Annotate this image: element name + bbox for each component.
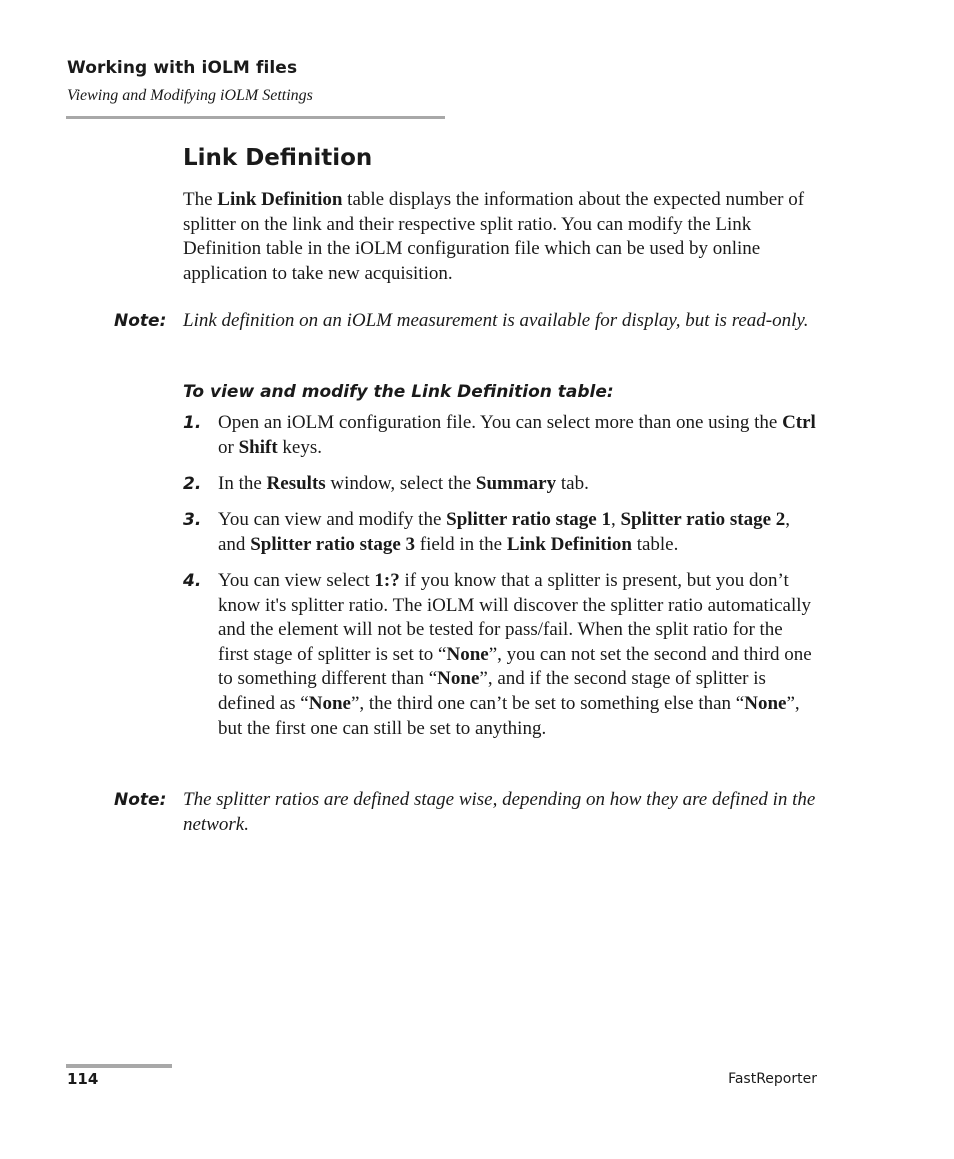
step-text-run: if you know that a splitter is present, but you don’t know it's splitter ratio. The iOLM will discover the splitter ratio automatically and the element will not be tested for pass/fail. When the split ratio for the first stage of splitter is set to “ [218,570,812,665]
procedure-title: To view and modify the Link Definition table: [183,382,614,402]
note-label: Note: [114,790,167,810]
note-text: Link definition on an iOLM measurement is available for display, but is read-only. [183,310,809,331]
step-bold-term: Link Definition [506,533,632,555]
step-number: 1. [183,413,202,433]
step-bold-term: Results [266,473,326,494]
header-divider [66,116,445,119]
step-text-run: ”, you can not set the second and third one to something different than “ [218,643,812,690]
note-text: The splitter ratios are defined stage wise, depending on how they are defined in the network. [183,789,816,835]
step-text-run: window, select the [325,473,476,494]
step-text-run: table. [631,533,679,555]
step-bold-term: 1:? [374,570,400,591]
step-bold-term: Splitter ratio stage 2 [620,509,786,530]
intro-text: table displays the information about the expected number of splitter on the link and their respective split ratio. You can modify the Link Definition table in the iOLM configuration file which can be used by online application to take new acquisition. [183,189,805,284]
step-text-run: ”, the third one can’t be set to something else than “ [350,692,745,714]
step-bold-term: None [437,668,480,690]
step-bold-term: Splitter ratio stage 3 [250,533,415,555]
step-text [218,411,818,460]
step-number: 4. [183,571,202,591]
step-text-run: field in the [415,533,507,555]
step-bold-term: None [744,692,787,714]
step-text-run: ”, but the first one can still be set to anything. [218,692,800,739]
step-bold-term: Splitter ratio stage 1 [446,509,611,530]
intro-paragraph [183,188,823,286]
page-number: 114 [67,1070,99,1088]
footer-divider [66,1064,172,1068]
step-text-run: , [610,509,621,530]
step-number: 3. [183,510,202,530]
step-text [218,569,818,741]
step-text-run: , and [218,509,791,555]
step-text [218,472,818,497]
step-number: 2. [183,474,202,494]
step-bold-term: Summary [475,473,557,494]
step-text-run: In the [218,473,267,494]
step-text-run: keys. [277,436,322,458]
step-text-run: tab. [556,473,589,494]
section-subheading: Viewing and Modifying iOLM Settings [67,87,313,104]
step-bold-term: Ctrl [782,412,816,433]
chapter-heading: Working with iOLM files [67,58,298,78]
footer-product-name: FastReporter [728,1071,817,1087]
note-label: Note: [114,311,167,331]
intro-text: The [183,189,218,210]
step-bold-term: None [308,692,351,714]
intro-bold-term: Link Definition [217,189,343,210]
step-bold-term: Shift [238,436,278,458]
step-text-run: You can view select [218,570,375,591]
step-text-run: You can view and modify the [218,509,447,530]
step-text-run: or [218,436,239,458]
step-bold-term: None [446,643,489,665]
step-text-run: Open an iOLM configuration file. You can select more than one using the [218,412,783,433]
step-text [218,508,818,557]
step-text-run: ”, and if the second stage of splitter is defined as “ [218,668,766,714]
page-title: Link Definition [183,145,373,171]
